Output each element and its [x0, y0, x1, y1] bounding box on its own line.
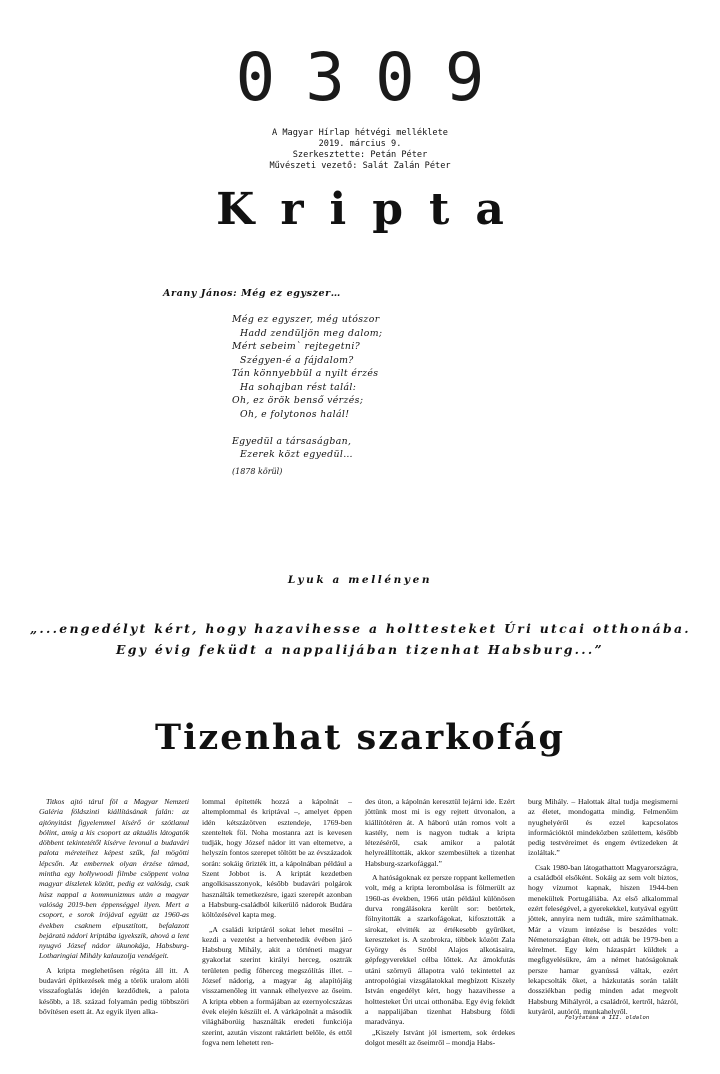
- poem-line: Ezerek közt egyedül…: [240, 449, 353, 460]
- article-paragraph: burg Mihály. – Halottak által tudja megismerni az életet, mondogatta mindig. Felmenőim nyughelyéről és ezzel kapcsolatos információktól mindeközben születtem, később pedig testvéreimet és engem évtizedeken át izoláltak.”: [528, 797, 678, 858]
- section-title: Kripta: [216, 184, 530, 235]
- pull-quote-line: Egy évig feküdt a nappalijában tizenhat Habsburg...”: [116, 642, 604, 657]
- editor-credit: Szerkesztette: Petán Péter: [292, 150, 428, 160]
- pull-quote-line: „...engedélyt kért, hogy hazavihesse a holttesteket Úri utcai otthonába.: [30, 621, 691, 636]
- article-paragraph: des úton, a kápolnán keresztül lejárni ide. Ezért jöttünk most mi is egy rejtett útvonalon, a kiállítótéren át. A háború után romos volt a kastély, nem is nagyon tudtak a kripta létezéséről, csak amikor a palotát helyreállították, akkor szembesültek a tizenhat Habsburg-szarkofággal.”: [365, 797, 515, 868]
- article-column-2: [202, 797, 352, 1048]
- poem-line: Oh, ez örök benső vérzés;: [232, 395, 364, 406]
- poem-line: Hadd zendüljön meg dalom;: [240, 327, 383, 339]
- article-column-4: [528, 797, 678, 1017]
- supplement-line: A Magyar Hírlap hétvégi melléklete: [272, 128, 448, 138]
- poem-line: Mért sebeim` rejtegetni?: [232, 341, 361, 352]
- article-column-1: [39, 797, 189, 1017]
- article-headline: Tizenhat szarkofág: [155, 717, 565, 758]
- poem-line: Tán könnyebbül a nyilt érzés: [232, 368, 379, 379]
- issue-date: 2019. március 9.: [318, 139, 402, 149]
- masthead-credits: [0, 128, 720, 172]
- article-paragraph: A hatóságoknak ez persze roppant kellemetlen volt, még a kripta lerombolása is fölmerült az 1960-as években, 1966 után például különösen durva rongálásokra került sor: betörtek, fölnyitották a szarkofágokat, kifosztották a sírokat, elvitték az értékesebb gyűrűket, kereszteket is. A szobrokra, többek között Zala György és Ströbl Alajos alkotásaira, gépfegyverekkel célba lőttek. Az ámokfutás utáni szörnyű állapotra való tekintettel az antropológiai vizsgálatokkal megbízott Kiszely István engedélyt kért, hogy hazavihesse a holttesteket Úri utcai otthonába. Egy évig feküdt a nappalijában tizenhat Habsburg földi maradványa.: [365, 873, 515, 1027]
- pull-quote: [30, 618, 690, 660]
- issue-number: 0309: [235, 39, 515, 116]
- poem-date: (1878 körül): [232, 467, 283, 476]
- poem-line: Egyedül a társaságban,: [232, 435, 352, 447]
- article-paragraph: „A családi kriptáról sokat lehet mesélni – kezdi a vezetést a hetvenhetedik évében járó Habsburg Mihály, akit a történeti magyar gyakorlat szerint királyi herceg, osztrák területen pedig főherceg megszólítás illet. – József nádorig, a magyar ág alapítójáig visszamenőleg itt vannak elhelyezve az őseim. A kripta ebben a formájában az ezernyolcszázas évek elején készült el. A várkápolnát a második világháborúig használták eredeti funkciója szerint, azután viszont raktárlett belőle, és ettől fogva nem lehetett ren-: [202, 924, 352, 1047]
- poem-body: [232, 313, 382, 462]
- continuation-note: Folytatása a III. oldalon: [565, 1015, 650, 1021]
- poem-line: Szégyen-é a fájdalom?: [240, 354, 354, 366]
- article-paragraph: „Kiszely Istvánt jól ismertem, sok érdekes dolgot mesélt az őseimről – mondja Habs-: [365, 1027, 515, 1047]
- poem-heading: Arany János: Még ez egyszer…: [163, 288, 341, 299]
- poem-line: Még ez egyszer, még utószor: [232, 314, 380, 325]
- article-column-3: [365, 797, 515, 1048]
- article-paragraph: A kripta meglehetősen régóta áll itt. A budavári építkezések még a török uralom alóli visszafoglalás idején kezdődtek, a palota később, a 18. század folyamán pedig többszöri bővítésen esett át. Az egyik ilyen alka-: [39, 965, 189, 1016]
- poem-line: Ha sohajban rést talál:: [240, 381, 357, 393]
- poem-line: Oh, e folytonos halál!: [240, 408, 350, 420]
- art-director-credit: Művészeti vezető: Salát Zalán Péter: [269, 161, 451, 171]
- article-kicker: Lyuk a mellényen: [287, 574, 433, 586]
- article-paragraph: Csak 1980-ban látogathattott Magyarországra, a családból elsőként. Sokáig az sem volt biztos, hogy vízumot kapnak, hiszen 1944-ben menekültek Portugáliába. Az első alkalommal ezért feleségével, a gyerekekkel, kutyával együtt jöttek, annyira nem tudták, mire számíthatnak. Már a vízum intézése is beszédes volt: Németországban éltek, ott adták be 1979-ben a kérelmet. Egy kém házaspárt küldtek a megfigyelésükre, ám a német hatóságoknak persze hamar gyanússá váltak, ezért lekapcsolták őket, a házkutatás során talált dossziékban pedig minden adat megvolt Habsburg Mihályról, a családról, kertről, házról, kutyáról, autóról, munkahelyről.: [528, 862, 678, 1016]
- article-paragraph: lommal építették hozzá a kápolnát – altemplommal és kriptával –, amelyet éppen idén kétszázötven esztendeje, 1769-ben szenteltek föl. Noha mostanra azt is kevesen tudják, hogy József nádor itt van eltemetve, a helyszín fontos szerepet töltött be az évszázadok során: sokáig őrizték itt, a kápolnában például a Szent Jobbot is. A kriptát kezdetben angolkisasszonyok, később budavári polgárok használták temetkezésre, igazi szerepét azonban a Habsburg-családból kikerülő nádorok Budára költözésével kapta meg.: [202, 797, 352, 920]
- article-lead: Titkos ajtó tárul föl a Magyar Nemzeti Galéria földszinti kiállításának falán: az ajtónyitást figyelemmel kísérő ór szótlanul bólint, amíg a kis csoport az aktuális látogatók döbbent tekintetétől kísérve levonul a budavári palota méreteihez képest szűk, fal mögötti lépcsőn. Az embernek olyan érzése támad, mintha egy hollywoodi filmbe csöppent volna magyar díszletek között, pedig ez valóság, csak húsz nappal a kommunizmus után a magyar valóság 2019-ben éppenséggel ilyen. Mert a csoport, e sorok írójával együtt az 1960-as években csaknem elpusztított, befalazott bejáratú nádori kriptába igyekszik, ahová a lent nyugvó József nádor ükunokája, Habsburg-Lotharingiai Mihály kalauzolja vendégeit.: [39, 797, 189, 961]
